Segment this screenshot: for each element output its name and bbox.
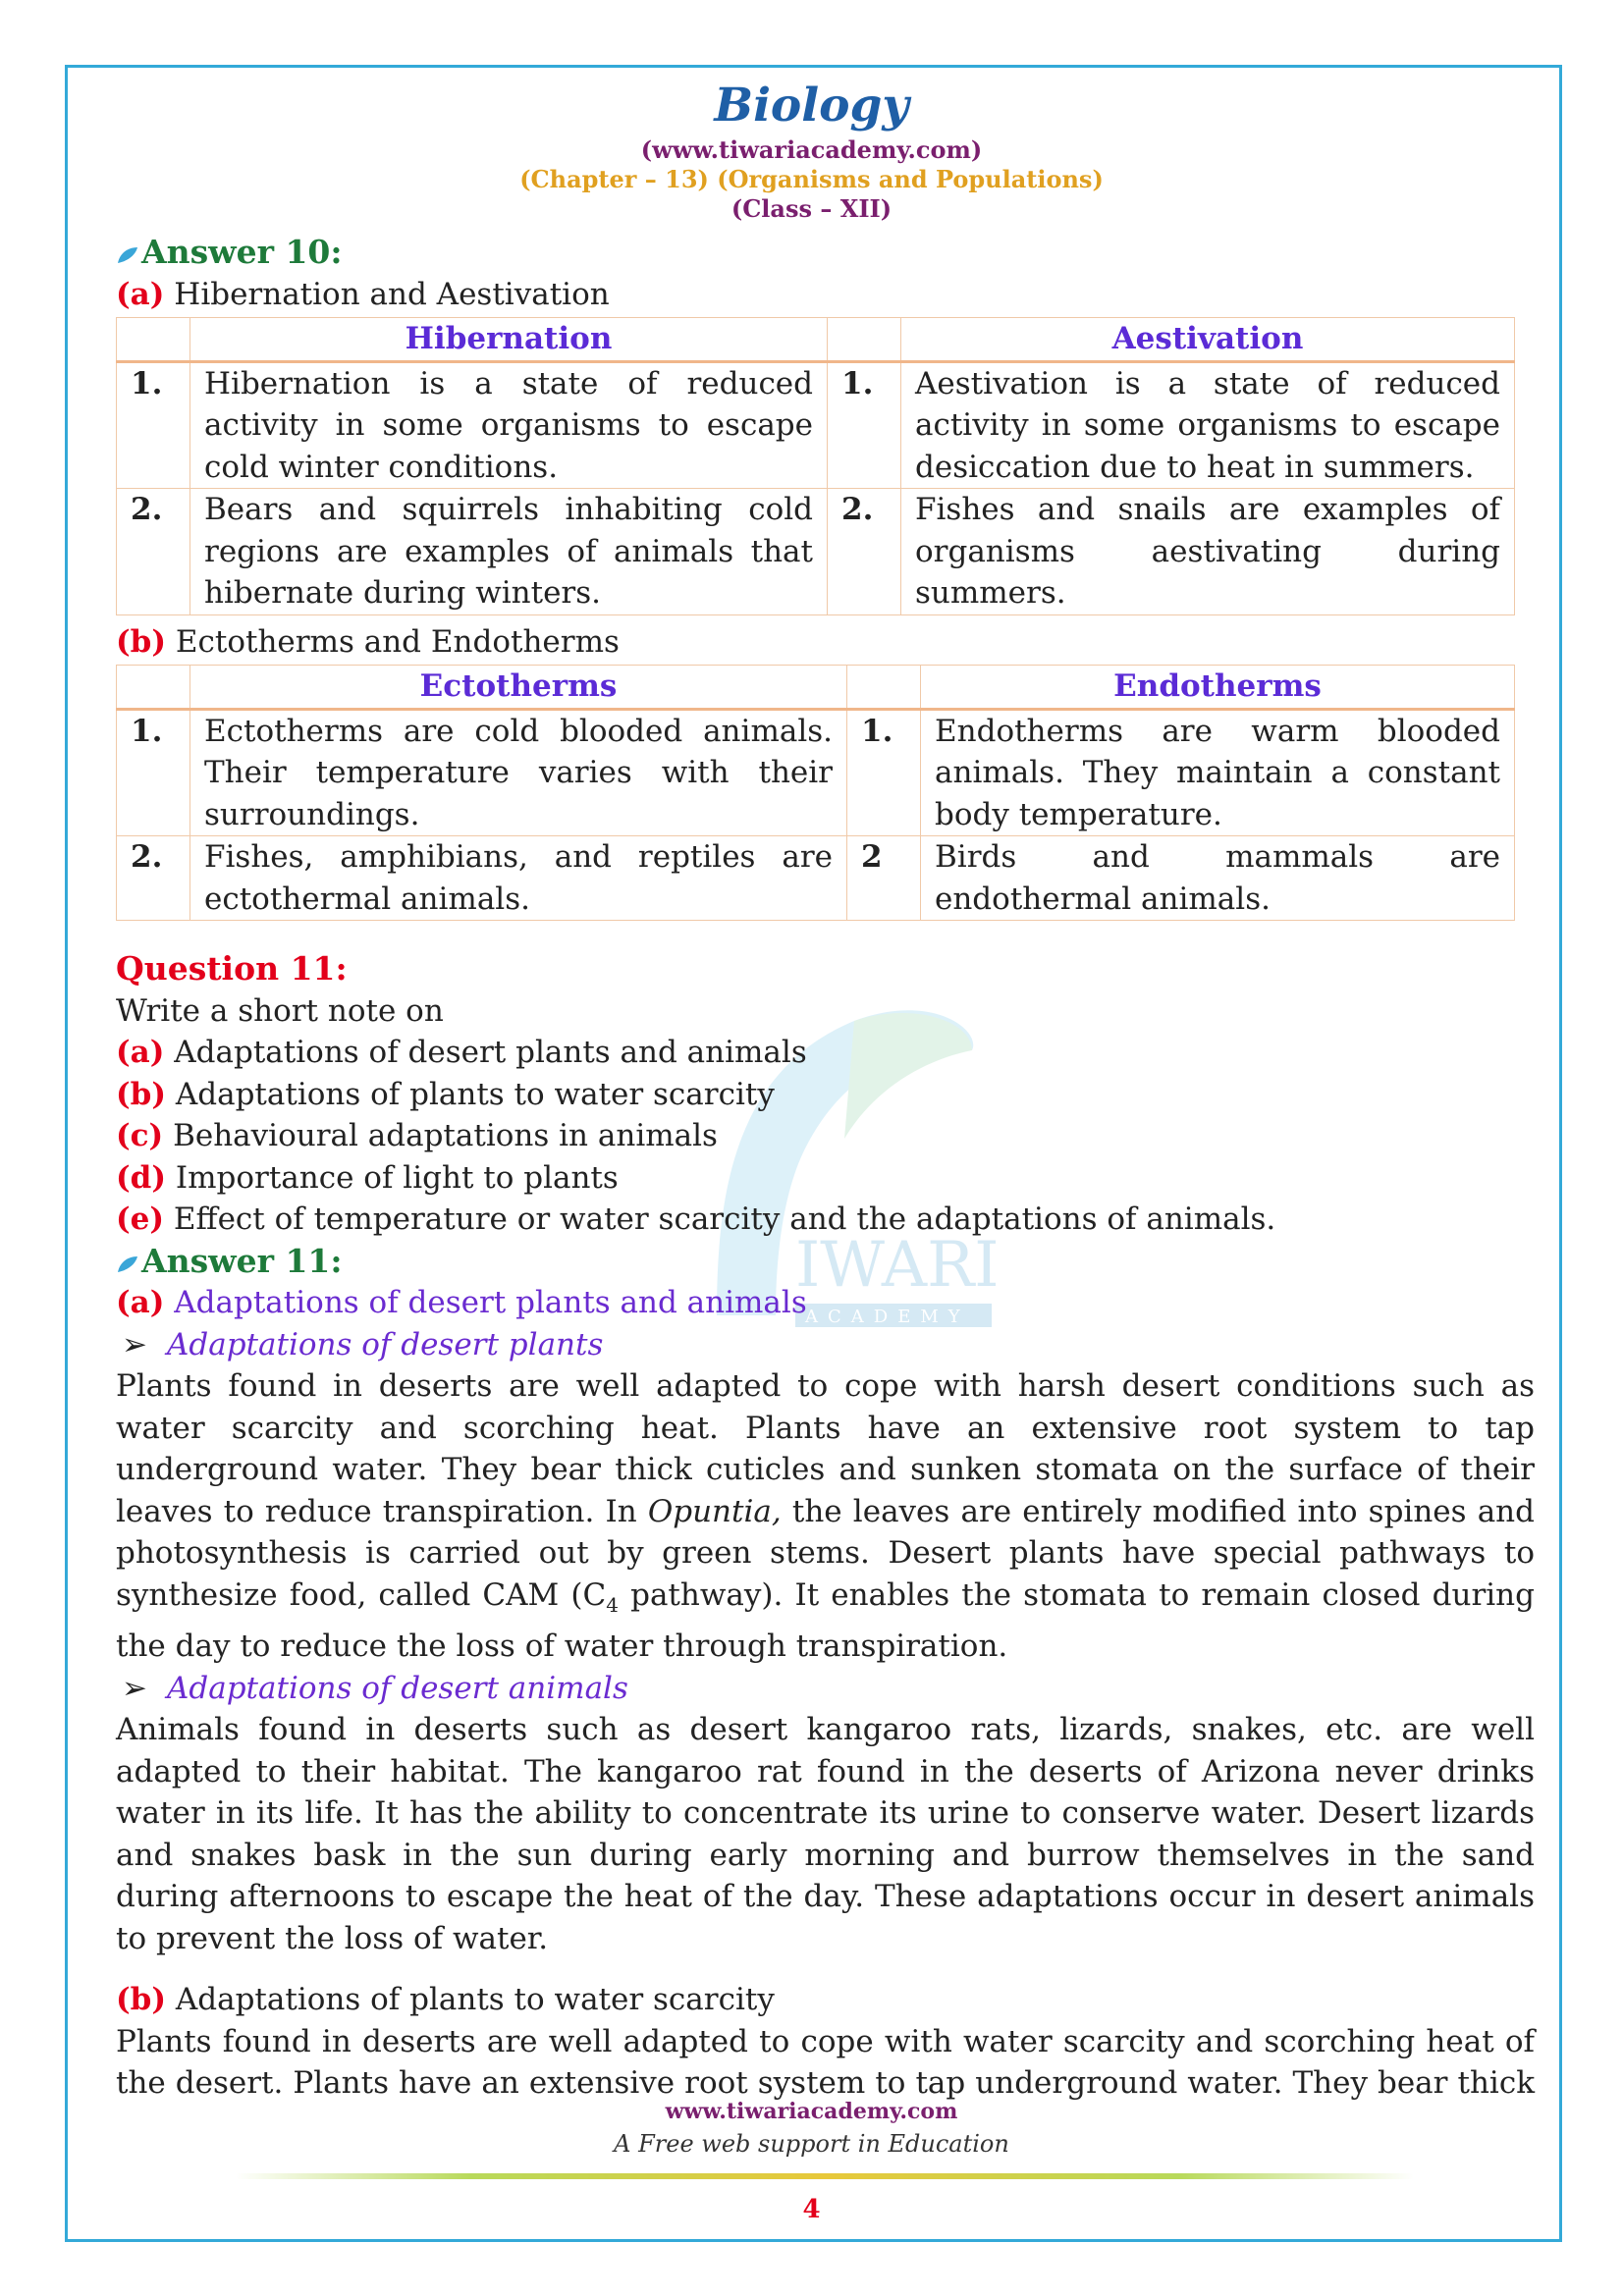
- page-number: 4: [802, 2195, 821, 2224]
- part-marker: (b): [116, 1982, 167, 2018]
- question-11-intro: Write a short note on: [116, 992, 444, 1029]
- row-number: 1.: [847, 709, 921, 836]
- paragraph-desert-animals: Animals found in deserts such as desert kangaroo rats, lizards, snakes, etc. are well adapted to their habitat. The kangaroo rat found in the deserts of Arizona never drinks water in its life. It has the ability to concentrate its urine to conserve water. Desert lizards and snakes bask in the sun during early morning and burrow themselves in the sand during afternoons to escape the heat of the day. These adaptations occur in desert animals to prevent the loss of water.: [116, 1712, 1535, 1956]
- answer-10-heading: [116, 232, 1535, 274]
- footer-website: www.tiwariacademy.com: [665, 2099, 958, 2124]
- item-text: Importance of light to plants: [175, 1159, 619, 1196]
- paragraph-water-scarcity: Plants found in deserts are well adapted to cope with water scarcity and scorching heat of the desert. Plants have an extensive root system to tap underground water. They bear thick: [116, 2023, 1535, 2102]
- hibernation-aestivation-table: [116, 317, 1515, 615]
- subheading-desert-plants: [116, 1324, 1535, 1366]
- answer-10-part-a: [116, 274, 1535, 316]
- part-marker: (a): [116, 1285, 165, 1320]
- table-header-row: [117, 318, 1515, 362]
- subheading-text: Adaptations of desert animals: [166, 1670, 628, 1706]
- row-number: 2.: [117, 489, 190, 615]
- answer-10-label: Answer 10:: [141, 233, 343, 271]
- item-marker: (e): [116, 1201, 165, 1237]
- table-header-hibernation: Hibernation: [190, 318, 828, 362]
- part-marker: (a): [116, 276, 165, 312]
- table-row: [117, 361, 1515, 489]
- item-text: Behavioural adaptations in animals: [173, 1118, 718, 1153]
- row-number: 2: [847, 836, 921, 921]
- part-marker: (b): [116, 623, 167, 660]
- table-cell: Endotherms are warm blooded animals. They maintain a constant body temperature.: [921, 709, 1515, 836]
- table-row: [117, 709, 1515, 836]
- row-number: 1.: [117, 361, 190, 489]
- ectotherms-endotherms-table: [116, 665, 1515, 921]
- table-cell: Fishes and snails are examples of organisms aestivating during summers.: [901, 489, 1515, 615]
- footer-divider: [236, 2173, 1414, 2179]
- table-header-blank: [117, 666, 190, 710]
- table-cell: Hibernation is a state of reduced activity in some organisms to escape cold winter conditions.: [190, 361, 828, 489]
- question-item: [116, 1074, 1535, 1116]
- row-number: 2.: [828, 489, 901, 615]
- item-marker: (c): [116, 1118, 164, 1153]
- table-cell: Ectotherms are cold blooded animals. Their temperature varies with their surroundings.: [190, 709, 847, 836]
- arrow-bullet-icon: ➢: [122, 1326, 147, 1362]
- table-header-blank: [847, 666, 921, 710]
- paragraph-desert-plants: [116, 1365, 1535, 1668]
- answer-11-part-a: [116, 1282, 1535, 1324]
- chapter-info: (Chapter – 13) (Organisms and Populations): [519, 165, 1104, 193]
- row-number: 1.: [828, 361, 901, 489]
- item-text: Adaptations of desert plants and animals: [174, 1035, 807, 1070]
- table-row: [117, 836, 1515, 921]
- table-cell: Bears and squirrels inhabiting cold regions are examples of animals that hibernate during winters.: [190, 489, 828, 615]
- table-cell: Aestivation is a state of reduced activity in some organisms to escape desiccation due to heat in summers.: [901, 361, 1515, 489]
- arrow-bullet-icon: ➢: [122, 1670, 147, 1706]
- species-name: Opuntia,: [647, 1493, 782, 1529]
- watermark-text: IWARI: [795, 1229, 1000, 1302]
- footer-tagline: A Free web support in Education: [614, 2130, 1009, 2158]
- table-row: [117, 489, 1515, 615]
- part-b-title: Adaptations of plants to water scarcity: [175, 1982, 775, 2018]
- class-info: (Class – XII): [730, 194, 893, 223]
- subscript: 4: [606, 1592, 619, 1617]
- item-text: Effect of temperature or water scarcity and the adaptations of animals.: [173, 1201, 1276, 1237]
- part-b-title: Ectotherms and Endotherms: [175, 623, 620, 660]
- question-11-heading: Question 11:: [116, 949, 348, 988]
- row-number: 1.: [117, 709, 190, 836]
- question-item: [116, 1157, 1535, 1200]
- item-text: Adaptations of plants to water scarcity: [175, 1076, 775, 1112]
- subject-title: Biology: [714, 79, 909, 133]
- header-website: (www.tiwariacademy.com): [640, 135, 983, 164]
- question-item: [116, 1032, 1535, 1074]
- item-marker: (b): [116, 1076, 167, 1112]
- table-header-ectotherms: Ectotherms: [190, 666, 847, 710]
- leaf-icon: [116, 245, 139, 265]
- watermark-subtext: ACADEMY: [805, 1307, 970, 1327]
- question-item: [116, 1199, 1535, 1241]
- table-header-endotherms: Endotherms: [921, 666, 1515, 710]
- answer-11-heading: [116, 1241, 1535, 1283]
- paragraph-text: pathway). It enables the stomata to remain closed during the day to reduce the loss of water through transpiration.: [116, 1576, 1535, 1665]
- answer-10-part-b: [116, 621, 1535, 664]
- paragraph-text: the leaves are entirely modified into spines and photosynthesis is carried out by green stems. Desert plants have special pathways to synthesize food, called CAM (C: [116, 1493, 1535, 1613]
- spacer: [116, 1959, 1535, 1979]
- table-header-blank: [828, 318, 901, 362]
- subheading-desert-animals: [116, 1668, 1535, 1710]
- part-a-title: Adaptations of desert plants and animals: [174, 1285, 807, 1320]
- table-cell: Birds and mammals are endothermal animals.: [921, 836, 1515, 921]
- table-header-aestivation: Aestivation: [901, 318, 1515, 362]
- answer-11-part-b: [116, 1979, 1535, 2021]
- paragraph-text: Plants found in deserts are well adapted to cope with harsh desert conditions such as water scarcity and scorching heat. Plants have an extensive root system to tap underground water. They bear thick cuticles and sunken stomata on the surface of their leaves to reduce transpiration. In: [116, 1368, 1535, 1529]
- part-a-title: Hibernation and Aestivation: [174, 276, 610, 312]
- table-cell: Fishes, amphibians, and reptiles are ectothermal animals.: [190, 836, 847, 921]
- item-marker: (d): [116, 1159, 167, 1196]
- question-item: [116, 1115, 1535, 1157]
- page-header: [0, 77, 1623, 224]
- item-marker: (a): [116, 1035, 165, 1070]
- main-content: [116, 232, 1535, 2105]
- answer-11-label: Answer 11:: [141, 1241, 343, 1280]
- table-header-row: [117, 666, 1515, 710]
- leaf-icon: [116, 1255, 139, 1274]
- row-number: 2.: [117, 836, 190, 921]
- spacer: [116, 927, 1535, 948]
- subheading-text: Adaptations of desert plants: [166, 1326, 604, 1362]
- table-header-blank: [117, 318, 190, 362]
